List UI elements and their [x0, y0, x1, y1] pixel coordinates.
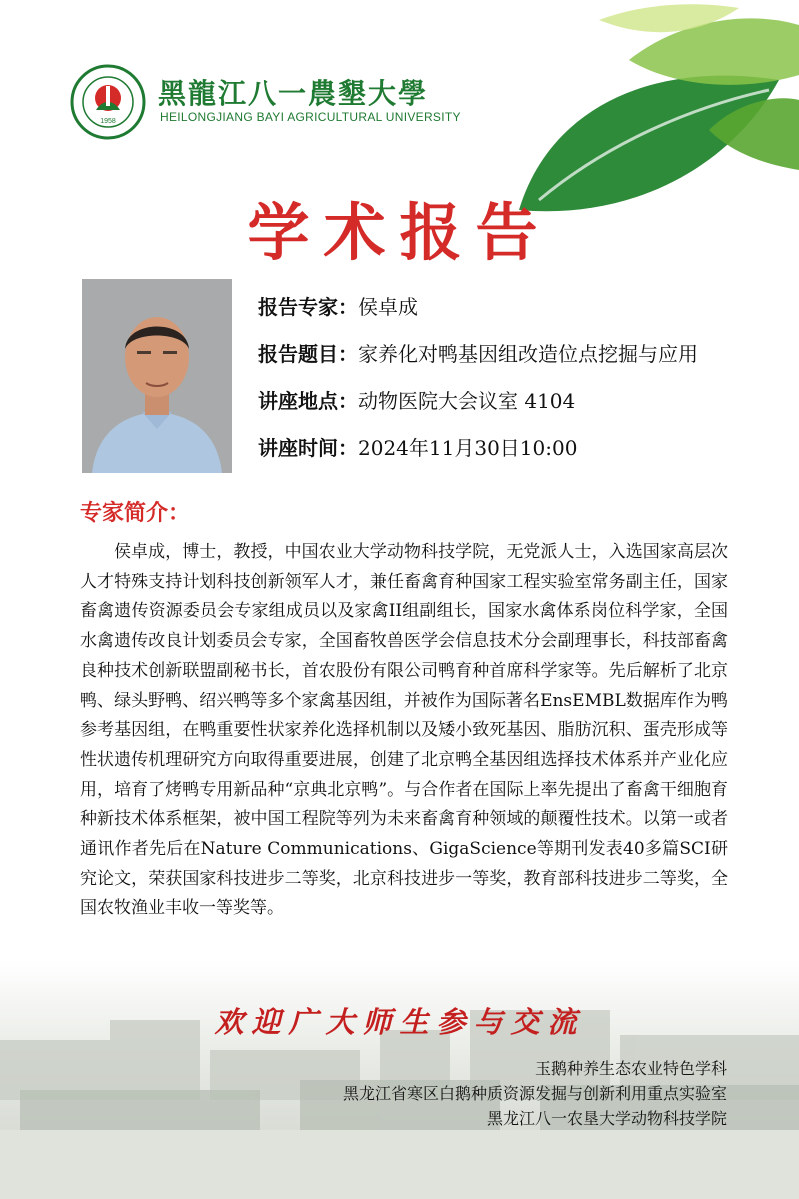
bio-text: 侯卓成，博士，教授，中国农业大学动物科技学院，无党派人士，入选国家高层次人才特殊支持计划科技创新领军人才，兼任畜禽育种国家工程实验室常务副主任，国家畜禽遗传资源委员会专家组成员以及家禽II组副组长，国家水禽体系岗位科学家，全国水禽遗传改良计划委员会专家，全国畜牧兽医学会信息技术分会副理事长，科技部畜禽良种技术创新联盟副秘书长，首农股份有限公司鸭育种首席科学家等。先后解析了北京鸭、绿头野鸭、绍兴鸭等多个家禽基因组，并被作为国际著名EnsEMBL数据库作为鸭参考基因组，在鸭重要性状家养化选择机制以及矮小致死基因、脂肪沉积、蛋壳形成等性状遗传机理研究方向取得重要进展，创建了北京鸭全基因组选择技术体系并产业化应用，培育了烤鸭专用新品种“京典北京鸭”。与合作者在国际上率先提出了畜禽干细胞育种新技术体系框架，被中国工程院等列为未来畜禽育种领域的颠覆性技术。以第一或者通讯作者先后在Nature Communications、GigaScience等期刊发表40多篇SCI研究论文，荣获国家科技进步二等奖，北京科技进步一等奖，教育部科技进步二等奖，全国农牧渔业丰收一等奖等。 [80, 542, 728, 919]
info-value: 侯卓成 [358, 295, 418, 319]
university-name-cn: 黑龍江八一農墾大學 [158, 77, 429, 110]
info-location [258, 386, 698, 433]
speaker-photo [82, 279, 232, 473]
info-speaker [258, 292, 698, 339]
lecture-info [258, 292, 698, 480]
speaker-bio [80, 538, 728, 924]
info-topic [258, 339, 698, 386]
info-label: 报告专家： [258, 295, 358, 319]
info-value: 家养化对鸭基因组改造位点挖掘与应用 [358, 342, 698, 366]
organizer-line: 玉鹅种养生态农业特色学科 [534, 1059, 727, 1078]
info-value: 2024年11月30日10:00 [358, 436, 578, 460]
info-label: 报告题目： [258, 342, 358, 366]
organizer-line: 黑龙江八一农垦大学动物科技学院 [486, 1109, 727, 1128]
page-title: 学术报告 [247, 196, 552, 269]
info-time [258, 433, 698, 480]
emblem-year: 1958 [100, 118, 116, 125]
info-label: 讲座地点： [258, 389, 358, 413]
organizers [343, 1056, 727, 1131]
university-emblem-icon [70, 64, 146, 140]
university-name-en: HEILONGJIANG BAYI AGRICULTURAL UNIVERSITY [160, 110, 461, 124]
bio-heading: 专家简介： [80, 501, 191, 526]
welcome-banner: 欢迎广大师生参与交流 [214, 1005, 585, 1039]
organizer-line: 黑龙江省寒区白鹅种质资源发掘与创新利用重点实验室 [342, 1084, 727, 1103]
info-label: 讲座时间： [258, 436, 358, 460]
info-value: 动物医院大会议室 4104 [358, 389, 576, 413]
